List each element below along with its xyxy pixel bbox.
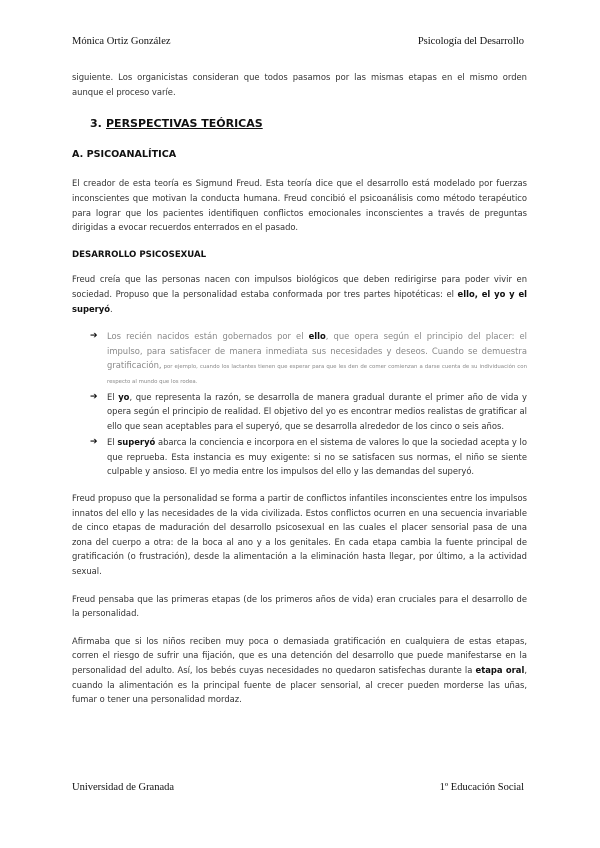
header-subject: Psicología del Desarrollo [417, 36, 524, 47]
bold-ello-yo-superyo: ello, el yo y el superyó [72, 288, 527, 314]
bullet-list [90, 329, 527, 479]
intro-paragraph: siguiente. Los organicistas consideran que todos pasamos por las mismas etapas en el mismo orden aunque el proceso varíe. [72, 72, 527, 97]
footer-course: 1º Educación Social [439, 782, 524, 793]
section-number: 3. [90, 117, 102, 131]
subheading-psychosexual: DESARROLLO PSICOSEXUAL [72, 249, 207, 260]
list-item-yo: ➔ El yo, que representa la razón, se desarrolla de manera gradual durante el primer año de vida y opera según el principio de realidad. El objetivo del yo es encontrar medios realistas de gratificar al ello que sean aceptables para el superyó, que se desarrolla alrededor de los cinco o seis años. [90, 391, 527, 431]
header-author: Mónica Ortiz González [72, 36, 171, 47]
paragraph-freud-intro: El creador de esta teoría es Sigmund Freud. Esta teoría dice que el desarrollo está modelado por fuerzas inconscientes que motivan la conducta humana. Freud concibió el psicoanálisis como método terapéutico para lograr que los pacientes identifiquen conflictos emocionales inconscientes a través de preguntas dirigidas a evocar recuerdos enterrados en el pasado. [72, 178, 527, 233]
footer-university: Universidad de Granada [72, 782, 175, 793]
arrow-right-icon: ➔ [90, 391, 98, 402]
page-footer [72, 782, 524, 800]
page-content [72, 70, 527, 720]
section-heading [90, 117, 527, 132]
section-title: PERSPECTIVAS TEÓRICAS [106, 117, 263, 131]
subsection-heading: A. PSICOANALÍTICA [72, 148, 177, 160]
page-header [72, 36, 524, 54]
bold-etapa-oral: etapa oral [475, 665, 525, 675]
arrow-right-icon: ➔ [90, 437, 98, 448]
list-item-ello: ➔ Los recién nacidos están gobernados por el ello, que opera según el principio del placer: el impulso, para satisfacer de manera inmediata sus necesidades y deseos. Cuando se demuestra gratificación, por ejemplo, cuando los lactantes tienen que esperar para que les den de comer comienzan a darse cuenta de su individuación con respecto al mundo que los rodea. [90, 331, 527, 385]
arrow-right-icon: ➔ [90, 331, 98, 342]
paragraph-fixation: Afirmaba que si los niños reciben muy poca o demasiada gratificación en cualquiera de estas etapas, corren el riesgo de sufrir una fijación, que es una detención del desarrollo que puede manifestarse en la personalidad del adulto. Así, los bebés cuyas necesidades no quedaron satisfechas durante la etapa oral, cuando la alimentación es la principal fuente de placer sensorial, al crecer pueden morderse las uñas, fumar o tener una personalidad mordaz. [72, 635, 527, 705]
list-item-superyo: ➔ El superyó abarca la conciencia e incorpora en el sistema de valores lo que la sociedad acepta y lo que reprueba. Esta instancia es muy exigente: si no se satisfacen sus normas, el niño se siente culpable y ansioso. El yo media entre los impulsos del ello y las demandas del superyó. [90, 437, 527, 477]
paragraph-conflicts: Freud propuso que la personalidad se forma a partir de conflictos infantiles inconscientes entre los impulsos innatos del ello y las necesidades de la vida civilizada. Estos conflictos ocurren en una secuencia invariable de cinco etapas de maduración del desarrollo psicosexual en las cuales el placer sensorial pasa de una zona del cuerpo a otra: de la boca al ano y a los genitales. En cada etapa cambia la fuente principal de gratificación (o frustración), desde la alimentación a la eliminación hasta llegar, por último, a la actividad sexual. [72, 493, 527, 577]
paragraph-early-stages: Freud pensaba que las primeras etapas (de los primeros años de vida) eran cruciales para el desarrollo de la personalidad. [72, 593, 527, 619]
paragraph-personality-parts: Freud creía que las personas nacen con impulsos biológicos que deben redirigirse para poder vivir en sociedad. Propuso que la personalidad estaba conformada por tres partes hipotéticas: el ello, el yo y el superyó. [72, 274, 527, 314]
